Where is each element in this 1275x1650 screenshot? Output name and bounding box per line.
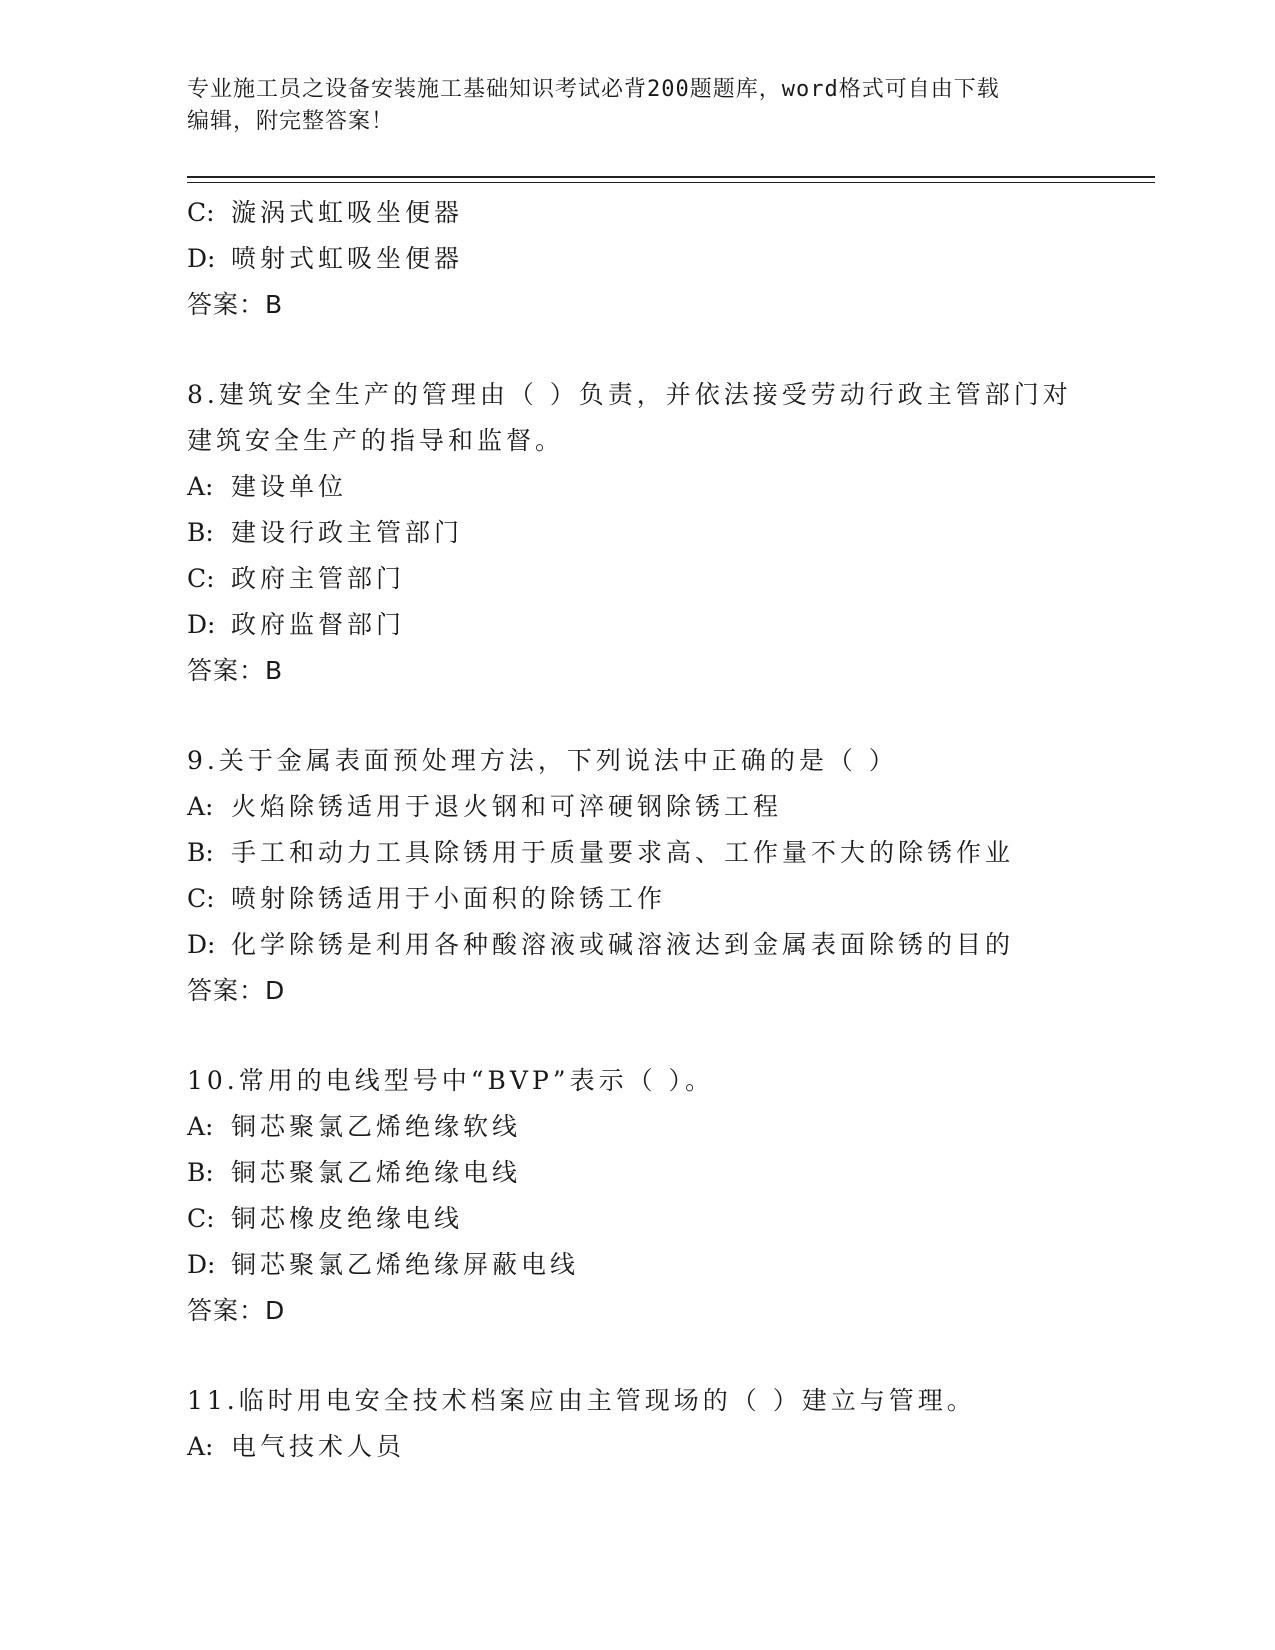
option-text: 政府主管部门 [231, 564, 406, 593]
option-b [187, 510, 1137, 556]
document-header [187, 74, 1087, 138]
question-8 [187, 372, 1137, 694]
answer-line: 答案：D [187, 1296, 286, 1325]
option-text: 铜芯聚氯乙烯绝缘电线 [231, 1158, 522, 1187]
option-a [187, 1424, 1137, 1470]
option-c [187, 556, 1137, 602]
option-text: 建设行政主管部门 [231, 518, 464, 547]
answer-line: 答案：D [187, 976, 286, 1005]
question-text: 9.关于金属表面预处理方法，下列说法中正确的是（ ） [187, 746, 898, 775]
option-d [187, 1242, 1137, 1288]
option-a [187, 1104, 1137, 1150]
option-d [187, 602, 1137, 648]
option-text: 铜芯聚氯乙烯绝缘软线 [231, 1112, 522, 1141]
option-text: 建设单位 [231, 472, 348, 501]
option-text: 喷射式虹吸坐便器 [231, 244, 464, 273]
option-letter: B: [187, 1158, 214, 1187]
question-text: 10.常用的电线型号中“BVP”表示（ ）。 [187, 1066, 715, 1095]
option-text: 政府监督部门 [231, 610, 406, 639]
option-text: 电气技术人员 [231, 1432, 406, 1461]
option-text: 铜芯聚氯乙烯绝缘屏蔽电线 [231, 1250, 580, 1279]
header-divider-thin [187, 182, 1155, 183]
option-letter: A: [187, 1432, 214, 1461]
question-11 [187, 1378, 1137, 1470]
option-letter: C: [187, 884, 215, 913]
answer-line: 答案：B [187, 656, 284, 685]
option-letter: D: [187, 930, 216, 959]
option-letter: B: [187, 838, 214, 867]
option-c [187, 876, 1137, 922]
option-text: 铜芯橡皮绝缘电线 [231, 1204, 464, 1233]
option-d [187, 236, 1137, 282]
option-letter: A: [187, 472, 214, 501]
option-c [187, 190, 1137, 236]
question-text: 11.临时用电安全技术档案应由主管现场的（ ）建立与管理。 [187, 1386, 976, 1415]
option-a [187, 464, 1137, 510]
question-text: 8.建筑安全生产的管理由（ ）负责，并依法接受劳动行政主管部门对 [187, 380, 1072, 409]
header-divider-thick [187, 176, 1155, 178]
option-letter: A: [187, 1112, 214, 1141]
question-10 [187, 1058, 1137, 1334]
option-letter: C: [187, 564, 215, 593]
option-letter: D: [187, 610, 216, 639]
option-text: 火焰除锈适用于退火钢和可淬硬钢除锈工程 [231, 792, 783, 821]
option-letter: C: [187, 198, 215, 227]
option-b [187, 830, 1137, 876]
option-text: 漩涡式虹吸坐便器 [231, 198, 464, 227]
option-letter: D: [187, 1250, 216, 1279]
option-d [187, 922, 1137, 968]
question-partial [187, 190, 1137, 328]
option-text: 化学除锈是利用各种酸溶液或碱溶液达到金属表面除锈的目的 [231, 930, 1015, 959]
option-a [187, 784, 1137, 830]
question-list [187, 190, 1137, 1470]
header-line-2: 编辑，附完整答案！ [187, 109, 395, 134]
option-b [187, 1150, 1137, 1196]
option-c [187, 1196, 1137, 1242]
question-text: 建筑安全生产的指导和监督。 [187, 426, 565, 455]
option-text: 手工和动力工具除锈用于质量要求高、工作量不大的除锈作业 [231, 838, 1015, 867]
option-text: 喷射除锈适用于小面积的除锈工作 [231, 884, 667, 913]
option-letter: D: [187, 244, 216, 273]
option-letter: A: [187, 792, 214, 821]
option-letter: C: [187, 1204, 215, 1233]
header-line-1: 专业施工员之设备安装施工基础知识考试必背200题题库，word格式可自由下载 [187, 77, 1000, 102]
answer-line: 答案：B [187, 290, 284, 319]
question-9 [187, 738, 1137, 1014]
option-letter: B: [187, 518, 214, 547]
